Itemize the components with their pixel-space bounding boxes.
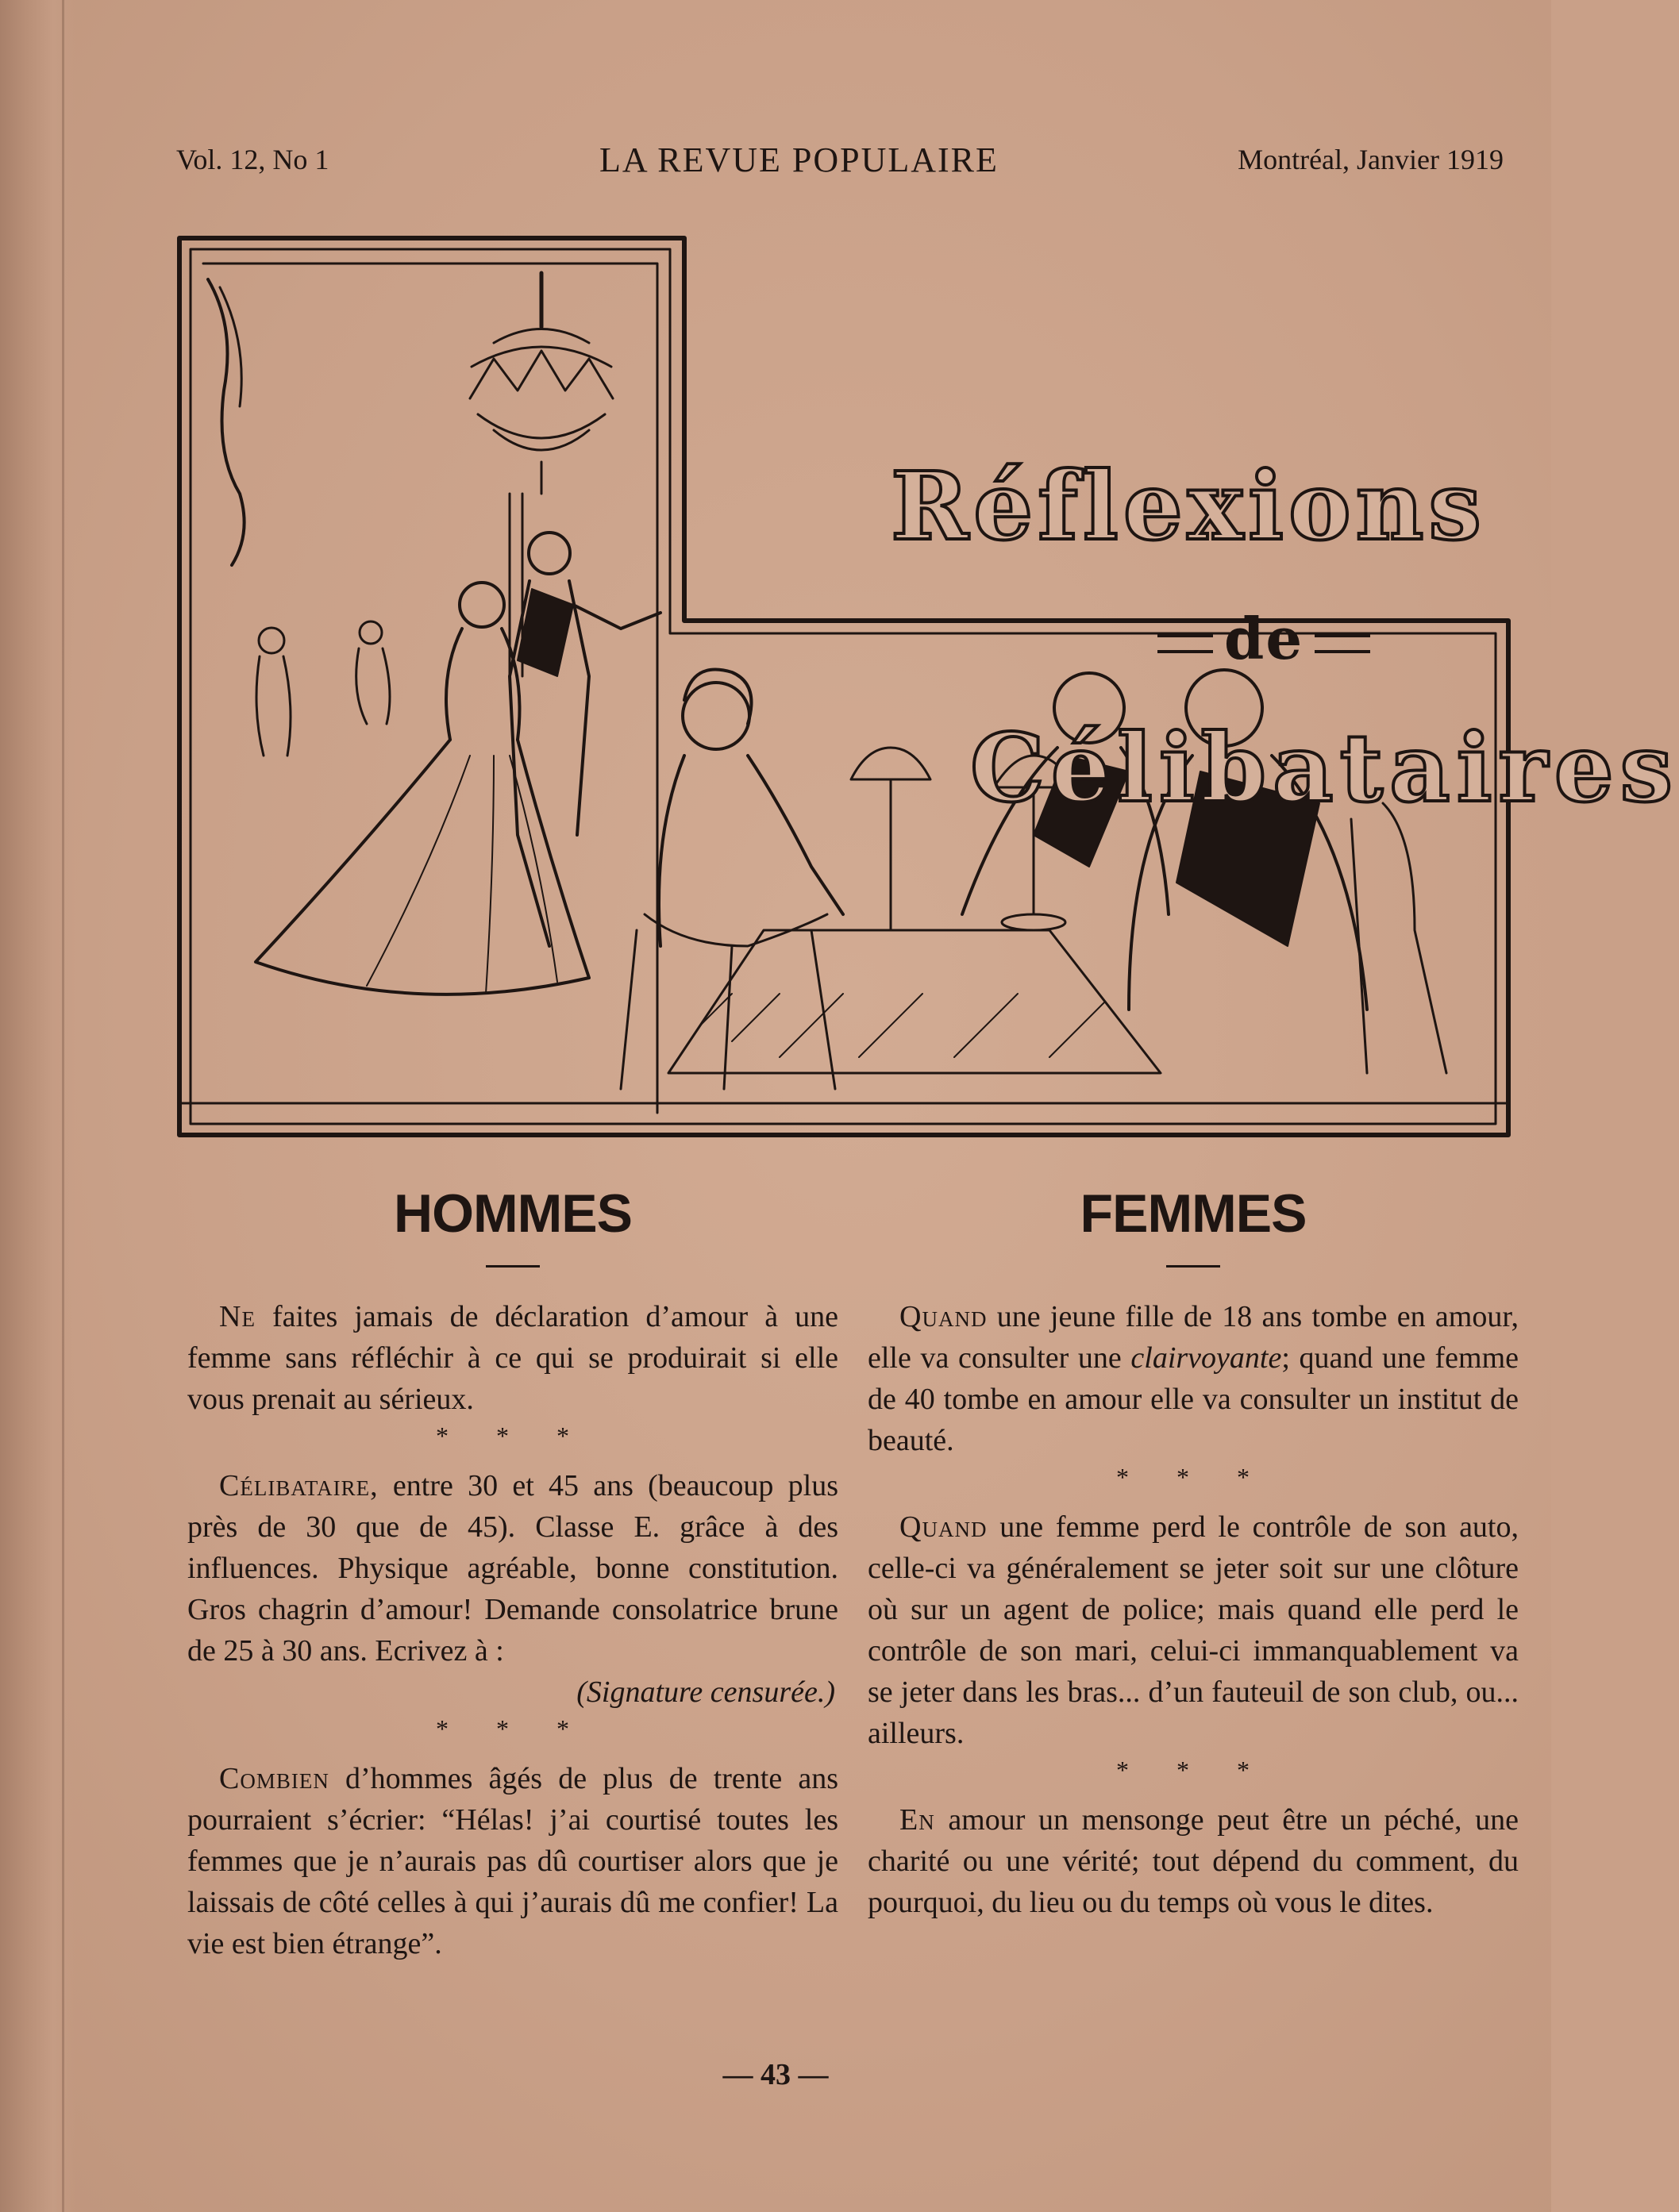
paragraph-text: d’hommes âgés de plus de trente ans pourraient s’écrier: “Hélas! j’ai courtisé toutes les femmes que je n’aurais pas dû courtiser alors que je laissais de côté celles à qui j’aurais dû me confier! La vie est bien étrange”. <box>187 1762 838 1960</box>
banner-title-de-text: de <box>1224 605 1304 672</box>
paragraph-lead: Quand <box>899 1300 988 1333</box>
paragraph-lead: Quand <box>899 1510 988 1544</box>
paragraph-text-tail: ; quand une femme de 40 tombe en amour elle va consulter un institut de beauté. <box>868 1341 1519 1457</box>
paragraph-femmes-3 <box>868 1799 1519 1923</box>
paragraph-text: entre 30 et 45 ans (beaucoup plus près de 30 que de 45). Classe E. grâce à des influences. Physique agréable, bonne constitution. Gros chagrin d’amour! Demande consolatrice brune de 25 à 30 ans. Ecrivez à : <box>187 1469 838 1668</box>
illustration-panel <box>176 232 1679 1143</box>
paragraph-femmes-1 <box>868 1296 1519 1461</box>
paragraph-femmes-2 <box>868 1506 1519 1754</box>
column-heading-hommes: HOMMES <box>394 1183 632 1244</box>
magazine-title: LA REVUE POPULAIRE <box>599 140 999 179</box>
decorative-double-rule-right <box>1315 634 1370 653</box>
decorative-double-rule-left <box>1157 634 1213 653</box>
paragraph-text: faites jamais de déclaration d’amour à une femme sans réfléchir à ce qui se produirait si elle vous prenait au sérieux. <box>187 1300 838 1416</box>
heading-rule <box>1166 1265 1220 1268</box>
banner-title-celibataires: Célibataires <box>970 713 1679 823</box>
paragraph-lead: En <box>899 1803 935 1837</box>
section-separator: * * * <box>1116 1463 1270 1491</box>
place-date: Montréal, Janvier 1919 <box>1238 144 1504 175</box>
banner-title-reflexions: Réflexions <box>891 451 1486 561</box>
paragraph-lead: Célibataire, <box>219 1469 379 1502</box>
volume-number: Vol. 12, No 1 <box>176 144 329 175</box>
column-hommes <box>187 1183 838 1964</box>
page-number: — 43 — <box>722 2058 829 2091</box>
paragraph-lead: Ne <box>219 1300 256 1333</box>
column-heading-femmes: FEMMES <box>1080 1183 1307 1244</box>
banner-title-de <box>1146 605 1381 672</box>
paragraph-hommes-2 <box>187 1465 838 1672</box>
column-femmes <box>868 1183 1519 1923</box>
paragraph-italic: clairvoyante <box>1130 1341 1282 1375</box>
paragraph-hommes-3 <box>187 1758 838 1964</box>
section-separator: * * * <box>436 1714 590 1743</box>
ballroom-dinner-illustration <box>176 232 1514 1143</box>
paragraph-text: amour un mensonge peut être un péché, une charité ou une vérité; tout dépend du comment, du pourquoi, du lieu ou du temps où vous le dites. <box>868 1803 1519 1919</box>
paragraph-lead: Combien <box>219 1762 329 1795</box>
signature-censored: (Signature censurée.) <box>576 1675 835 1709</box>
binding-fold-line <box>62 0 64 2212</box>
section-separator: * * * <box>436 1421 590 1450</box>
paragraph-text: une jeune fille de 18 ans tombe en amour, elle va consulter une <box>868 1300 1519 1375</box>
section-separator: * * * <box>1116 1756 1270 1784</box>
heading-rule <box>486 1265 540 1268</box>
paragraph-text: une femme perd le contrôle de son auto, celle-ci va généralement se jeter soit sur une clôture où sur un agent de police; mais quand elle perd le contrôle de son mari, celui-ci immanquablement va se jeter dans les bras... d’un fauteuil de son club, ou... ailleurs. <box>868 1510 1519 1750</box>
paragraph-hommes-1 <box>187 1296 838 1420</box>
